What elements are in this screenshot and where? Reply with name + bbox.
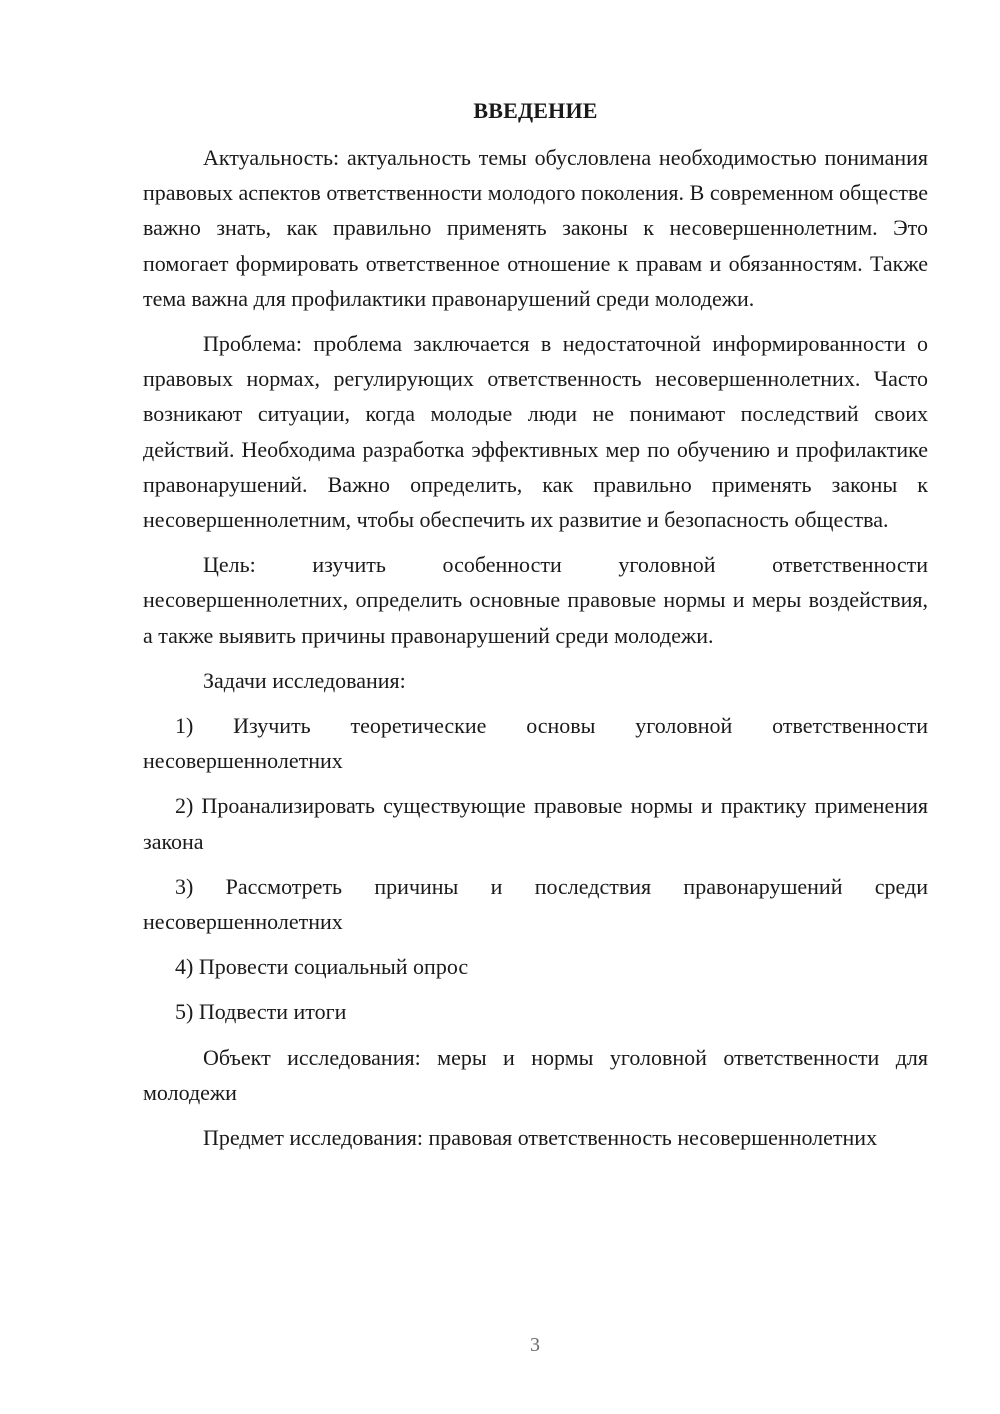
relevance-paragraph: Актуальность: актуальность темы обусловлена необходимостью понимания правовых аспектов ответственности молодого поколения. В современном обществе важно знать, как правильно применять законы к несовершеннолетним. Это помогает формировать ответственное отношение к правам и обязанностям. Также тема важна для профилактики правонарушений среди молодежи. [143, 145, 928, 311]
task-item-3: 3) Рассмотреть причины и последствия правонарушений среди несовершеннолетних [143, 873, 928, 935]
task-item-5: 5) Подвести итоги [175, 999, 347, 1025]
page-number: 3 [530, 1334, 540, 1356]
page-content [143, 93, 928, 1155]
tasks-heading: Задачи исследования: [203, 667, 406, 693]
task-item-4: 4) Провести социальный опрос [175, 954, 469, 980]
subject-paragraph: Предмет исследования: правовая ответственность несовершеннолетних [203, 1125, 878, 1151]
object-paragraph: Объект исследования: меры и нормы уголовной ответственности для молодежи [143, 1044, 928, 1105]
goal-paragraph: Цель: изучить особенности уголовной ответственности несовершеннолетних, определить основные правовые нормы и меры воздействия, а также выявить причины правонарушений среди молодежи. [143, 552, 928, 648]
page-title: ВВЕДЕНИЕ [473, 98, 598, 123]
task-item-2: 2) Проанализировать существующие правовые нормы и практику применения закона [143, 793, 928, 854]
task-item-1: 1) Изучить теоретические основы уголовной ответственности несовершеннолетних [143, 713, 928, 774]
problem-paragraph: Проблема: проблема заключается в недостаточной информированности о правовых нормах, регулирующих ответственность несовершеннолетних. Часто возникают ситуации, когда молодые люди не понимают последствий своих действий. Необходима разработка эффективных мер по обучению и профилактике правонарушений. Важно определить, как правильно применять законы к несовершеннолетним, чтобы обеспечить их развитие и безопасность общества. [143, 331, 928, 533]
